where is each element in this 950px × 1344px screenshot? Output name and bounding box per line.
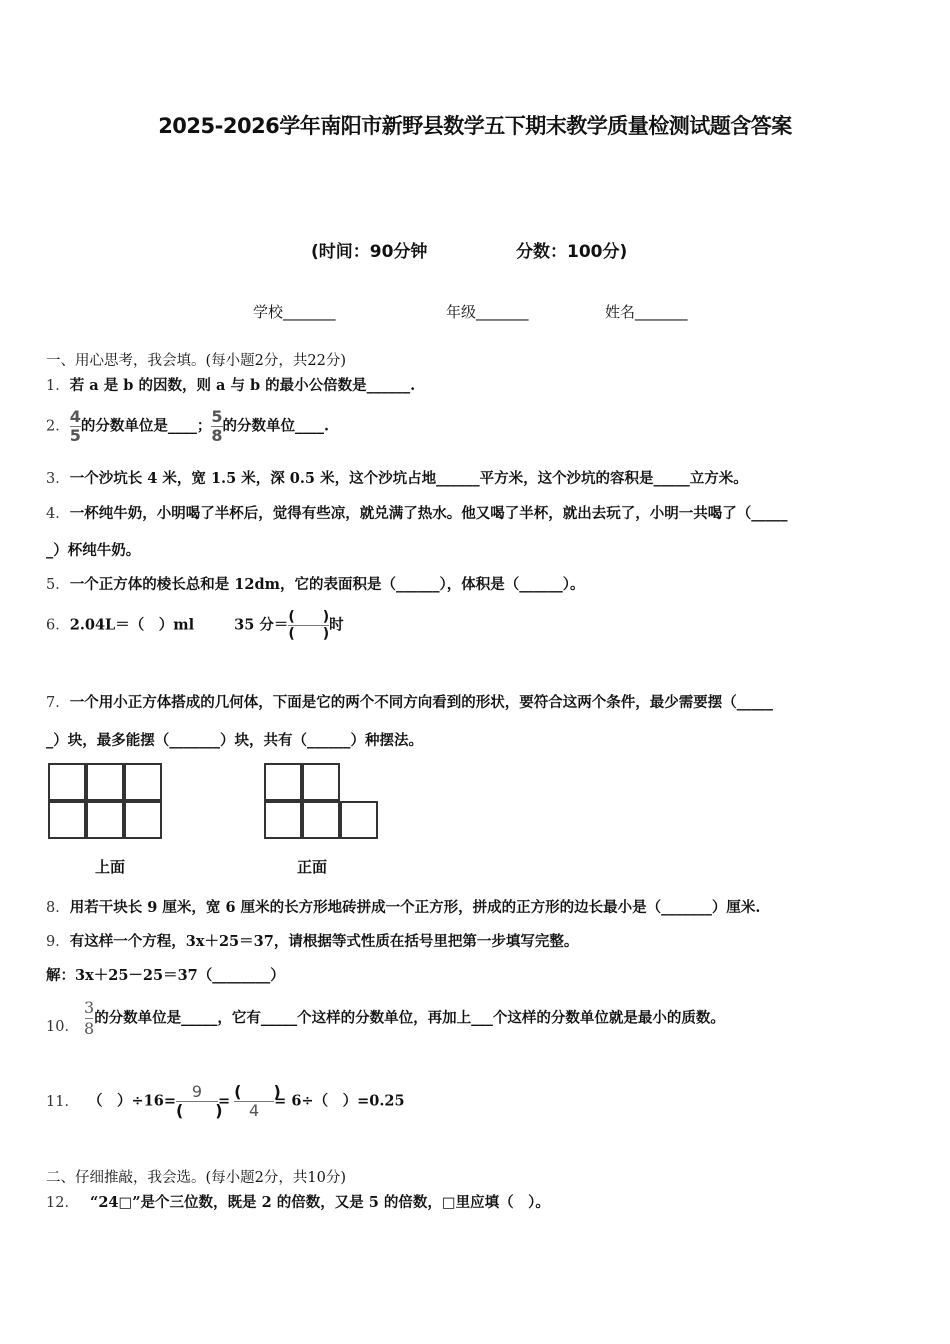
fraction-4-5: $\frac{4}{5}$ <box>69 407 81 445</box>
question-text: 的分数单位是_____，它有_____个这样的分数单位，再加上___个这样的分数单位就是最小的质数。 <box>94 1009 725 1027</box>
fraction-3-8: $\frac{3}{8}$ <box>84 998 95 1038</box>
question-text: 时 <box>329 616 344 634</box>
question-number: 10． <box>46 1019 79 1035</box>
question-number: 9． <box>46 934 70 950</box>
question-4-continued: _）杯纯牛奶。 <box>46 542 141 559</box>
name-field[interactable]: 姓名_______ <box>605 303 688 321</box>
fraction-blank[interactable]: $\frac{( )}{( )}$ <box>288 609 330 642</box>
question-7 <box>46 693 773 713</box>
question-text: 一个沙坑长 4 米，宽 1.5 米，深 0.5 米，这个沙坑占地______平方米，这个沙坑的容积是_____立方米。 <box>69 470 748 487</box>
question-number: 6． <box>46 617 70 634</box>
question-4 <box>46 504 787 524</box>
question-number: 12． <box>46 1195 79 1211</box>
question-number: 2． <box>46 418 70 435</box>
section1-header: 一、用心思考，我会填。(每小题2分，共22分) <box>46 353 346 369</box>
question-7-continued: _）块，最多能摆（_______）块，共有（______）种摆法。 <box>46 732 423 749</box>
question-number: 4． <box>46 506 70 522</box>
question-10 <box>46 1000 725 1037</box>
top-view-label: 上面 <box>95 858 126 876</box>
front-view-label: 正面 <box>297 858 328 876</box>
question-9-solution: 解：3x＋25－25＝37（________） <box>46 967 285 984</box>
question-text: 一杯纯牛奶，小明喝了半杯后，觉得有些凉，就兑满了热水。他又喝了半杯，就出去玩了，小明一共喝了（_____ <box>69 505 788 522</box>
question-11 <box>46 1084 405 1119</box>
question-number: 11． <box>46 1093 79 1110</box>
question-3 <box>46 469 748 489</box>
question-text: （ ）÷16= <box>88 1092 176 1110</box>
question-text: 一个用小正方体搭成的几何体，下面是它的两个不同方向看到的形状，要符合这两个条件，最少需要摆（_____ <box>69 694 773 711</box>
question-text: 一个正方体的棱长总和是 12dm，它的表面积是（______），体积是（______）。 <box>69 576 585 593</box>
question-text: = 6÷（ ）=0.25 <box>274 1092 405 1110</box>
question-text: 2.04L＝（ ）ml <box>69 616 195 634</box>
question-12 <box>46 1193 550 1213</box>
question-text: 35 分＝ <box>234 616 289 634</box>
question-text: 有这样一个方程，3x＋25＝37，请根据等式性质在括号里把第一步填写完整。 <box>69 933 579 950</box>
exam-time: (时间：90分钟 <box>311 242 428 262</box>
question-number: 8． <box>46 900 70 916</box>
question-2 <box>46 409 329 444</box>
question-9 <box>46 932 578 952</box>
equals-sign: = <box>217 1092 231 1110</box>
section2-header: 二、仔细推敲，我会选。(每小题2分，共10分) <box>46 1170 346 1186</box>
fraction-blank-4[interactable]: $\frac{( )}{4}$ <box>234 1082 281 1120</box>
question-number: 3． <box>46 471 70 487</box>
question-1 <box>46 376 415 396</box>
question-text: 的分数单位____. <box>222 417 330 435</box>
question-text: 的分数单位是____； <box>80 417 212 435</box>
question-number: 1． <box>46 378 70 394</box>
page-title: 2025-2026学年南阳市新野县数学五下期末教学质量检测试题含答案 <box>158 114 792 138</box>
question-text: “24□”是个三位数，既是 2 的倍数，又是 5 的倍数，□里应填（ ）。 <box>90 1194 550 1211</box>
school-field[interactable]: 学校_______ <box>253 303 336 321</box>
question-number: 5． <box>46 577 70 593</box>
fraction-5-8: $\frac{5}{8}$ <box>211 407 223 445</box>
question-5 <box>46 575 584 595</box>
fraction-9-blank[interactable]: $\frac{9}{( )}$ <box>175 1082 223 1120</box>
question-6 <box>46 610 344 641</box>
question-8 <box>46 898 760 918</box>
exam-score: 分数：100分) <box>516 242 628 262</box>
question-text: 若 a 是 b 的因数，则 a 与 b 的最小公倍数是______. <box>69 377 416 394</box>
grade-field[interactable]: 年级_______ <box>446 303 529 321</box>
question-text: 用若干块长 9 厘米，宽 6 厘米的长方形地砖拼成一个正方形，拼成的正方形的边长最小是（_______）厘米. <box>69 899 761 916</box>
question-number: 7． <box>46 695 70 711</box>
